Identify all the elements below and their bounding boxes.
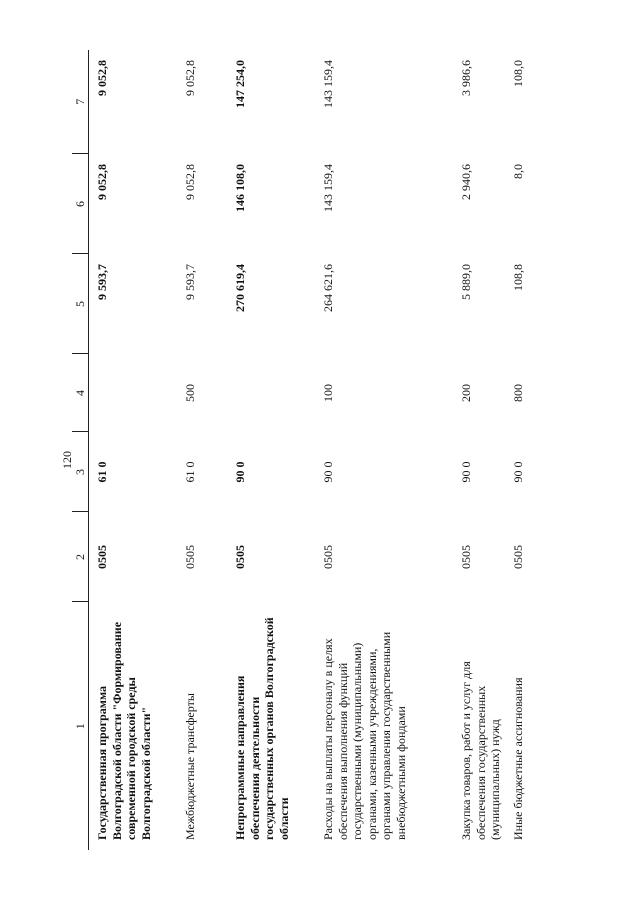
amount-col6: 8,0 (511, 164, 525, 179)
amount-col6: 143 159,4 (321, 164, 335, 212)
row-name: Государственная программа Волгоградской области "Формирование современной городской среды Волгоградской области" (95, 621, 153, 840)
budget-table (72, 50, 543, 850)
expense-type-code: 100 (321, 384, 335, 402)
section-code: 0505 (183, 545, 197, 569)
amount-col6: 9 052,8 (95, 164, 109, 200)
target-code: 90 0 (233, 461, 247, 483)
amount-col6: 146 108,0 (233, 164, 247, 212)
column-header: 6 (72, 154, 89, 254)
rotated-page (72, 50, 640, 850)
amount-col5: 5 889,0 (459, 264, 473, 300)
expense-type-code: 200 (459, 384, 473, 402)
header-row (72, 50, 89, 850)
section-code: 0505 (233, 545, 247, 569)
table-row (89, 50, 178, 850)
section-code: 0505 (321, 545, 335, 569)
column-header: 1 (72, 602, 89, 850)
table-row (505, 50, 543, 850)
amount-col7: 147 254,0 (233, 60, 247, 108)
expense-type-code (227, 354, 315, 432)
column-header: 7 (72, 50, 89, 154)
column-header: 3 (72, 432, 89, 512)
expense-type-code (89, 354, 178, 432)
column-header: 5 (72, 254, 89, 354)
amount-col7: 108,0 (511, 60, 525, 87)
section-code: 0505 (459, 545, 473, 569)
target-code: 61 0 (95, 461, 109, 483)
target-code: 61 0 (183, 461, 197, 483)
expense-type-code: 800 (511, 384, 525, 402)
amount-col7: 3 986,6 (459, 60, 473, 96)
target-code: 90 0 (459, 461, 473, 483)
table-row (453, 50, 505, 850)
target-code: 90 0 (321, 461, 335, 483)
amount-col7: 9 052,8 (95, 60, 109, 96)
column-header: 2 (72, 512, 89, 602)
amount-col5: 9 593,7 (95, 264, 109, 300)
row-name: Расходы на выплаты персоналу в целях обеспечения выполнения функций государственными (муниципальными) органами, казенными учреждениями, органами управления государственными внебюджетными фондами (321, 631, 408, 840)
row-name: Межбюджетные трансферты (183, 693, 197, 840)
amount-col7: 143 159,4 (321, 60, 335, 108)
target-code: 90 0 (511, 461, 525, 483)
row-name: Непрограммные направления обеспечения деятельности государственных органов Волгоградской области (233, 617, 291, 840)
column-header: 4 (72, 354, 89, 432)
table-row (227, 50, 315, 850)
amount-col5: 264 621,6 (321, 264, 335, 312)
amount-col7: 9 052,8 (183, 60, 197, 96)
amount-col5: 270 619,4 (233, 264, 247, 312)
amount-col5: 9 593,7 (183, 264, 197, 300)
amount-col5: 108,8 (511, 264, 525, 291)
row-name: Закупка товаров, работ и услуг для обеспечения государственных (муниципальных) нужд (459, 661, 502, 840)
page-number: 120 (60, 451, 74, 469)
section-code: 0505 (95, 545, 109, 569)
table-row (315, 50, 453, 850)
amount-col6: 9 052,8 (183, 164, 197, 200)
table-row (177, 50, 227, 850)
amount-col6: 2 940,6 (459, 164, 473, 200)
expense-type-code: 500 (183, 384, 197, 402)
row-name: Иные бюджетные ассигнования (511, 677, 525, 840)
section-code: 0505 (511, 545, 525, 569)
